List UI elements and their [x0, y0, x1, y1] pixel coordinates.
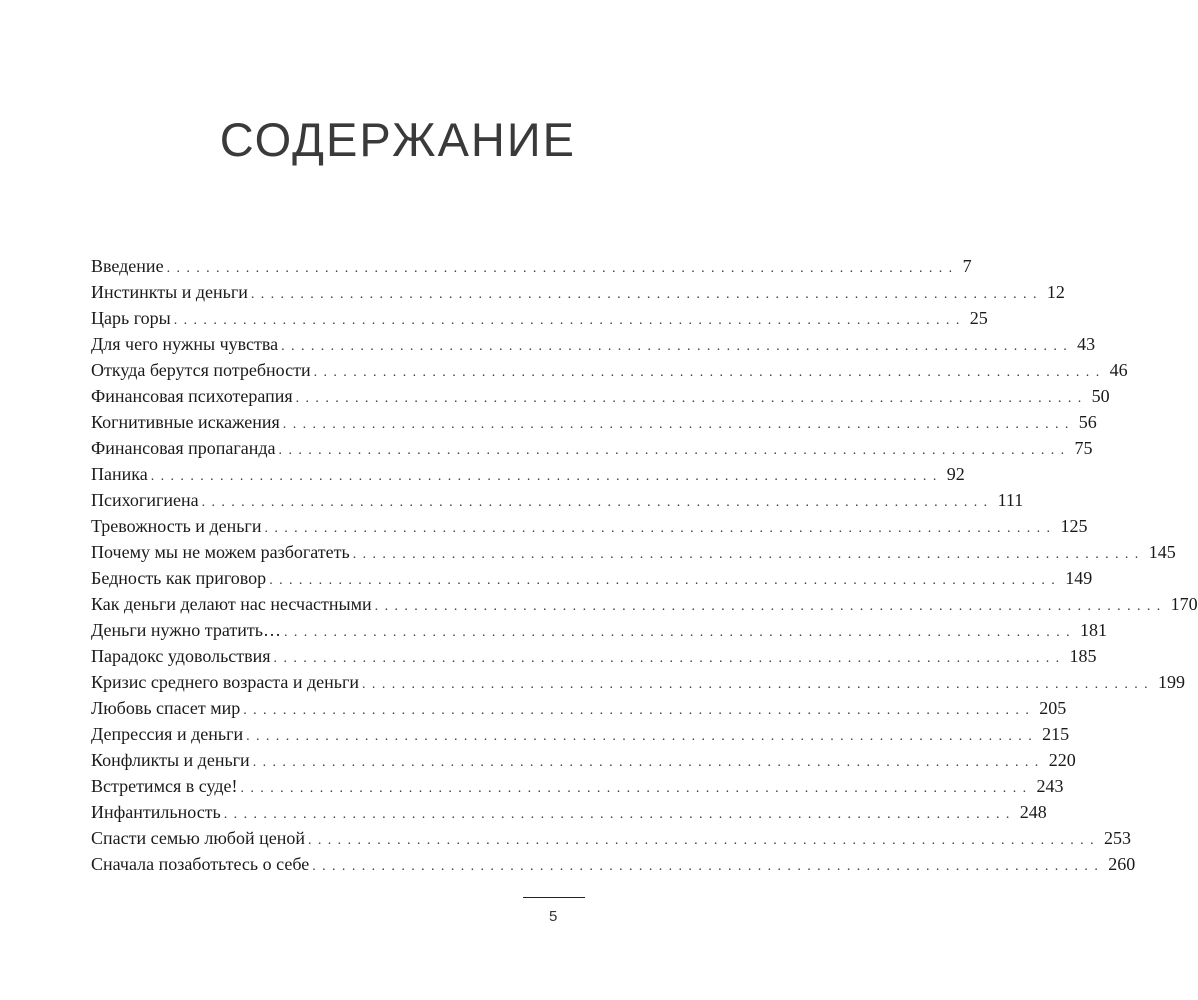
dot-leader: ................................................................................ [201, 495, 994, 510]
toc-entry-label: Паника [91, 464, 148, 484]
dot-leader: ................................................................................ [278, 443, 1071, 458]
dot-leader: ................................................................................ [150, 469, 943, 484]
toc-entry-label: Деньги нужно тратить… [91, 620, 281, 640]
toc-entry [91, 383, 1110, 409]
toc-entry [91, 695, 1067, 721]
dot-leader: ................................................................................ [269, 573, 1062, 588]
dot-leader: ................................................................................ [313, 365, 1106, 380]
dot-leader: ................................................................................ [250, 287, 1043, 302]
toc-entry-label: Кризис среднего возраста и деньги [91, 672, 360, 692]
dot-leader: ................................................................................ [295, 391, 1088, 406]
toc-entry [91, 305, 988, 331]
toc-entry-label: Депрессия и деньги [91, 724, 244, 744]
page-number: 5 [549, 908, 558, 925]
dot-leader: ................................................................................ [352, 547, 1145, 562]
toc-entry [91, 747, 1076, 773]
toc-entry-page: 170 [1170, 594, 1198, 614]
toc-entry [91, 461, 965, 487]
toc-entry-page: 25 [969, 308, 988, 328]
toc-entry-page: 205 [1039, 698, 1067, 718]
toc-entry-page: 46 [1109, 360, 1128, 380]
toc-entry-page: 243 [1036, 776, 1064, 796]
toc-entry-label: Финансовая психотерапия [91, 386, 293, 406]
folio-rule [523, 897, 585, 898]
toc-entry [91, 253, 972, 279]
toc-entry-label: Сначала позаботьтесь о себе [91, 854, 310, 874]
dot-leader: ................................................................................ [282, 417, 1075, 432]
dot-leader: ................................................................................ [307, 833, 1100, 848]
toc-entry-page: 125 [1060, 516, 1088, 536]
toc-entry-page: 149 [1065, 568, 1093, 588]
toc-entry [91, 799, 1047, 825]
dot-leader: ................................................................................ [273, 651, 1066, 666]
dot-leader: ................................................................................ [173, 313, 966, 328]
toc-entry-label: Тревожность и деньги [91, 516, 262, 536]
toc-entry-label: Бедность как приговор [91, 568, 267, 588]
toc-entry-page: 260 [1108, 854, 1136, 874]
toc-entry-label: Инфантильность [91, 802, 221, 822]
toc-entry [91, 539, 1176, 565]
dot-leader: ................................................................................ [264, 521, 1057, 536]
dot-leader: ................................................................................ [240, 781, 1033, 796]
toc-entry-page: 181 [1080, 620, 1107, 640]
toc-entry [91, 409, 1097, 435]
dot-leader: ................................................................................ [243, 703, 1036, 718]
toc-entry-page: 111 [997, 490, 1024, 510]
dot-leader: ................................................................................ [223, 807, 1016, 822]
dot-leader: ................................................................................ [374, 599, 1167, 614]
toc-entry-page: 56 [1078, 412, 1097, 432]
toc-entry [91, 851, 1136, 877]
toc-entry [91, 279, 1065, 305]
toc-entry-page: 12 [1046, 282, 1065, 302]
toc-entry [91, 669, 1186, 695]
toc-entry [91, 487, 1024, 513]
toc-entry-label: Для чего нужны чувства [91, 334, 279, 354]
toc-entry [91, 643, 1097, 669]
toc-entry-page: 92 [946, 464, 965, 484]
dot-leader: ................................................................................ [284, 625, 1076, 640]
toc-entry-page: 75 [1074, 438, 1093, 458]
dot-leader: ................................................................................ [246, 729, 1039, 744]
toc-entry-page: 199 [1158, 672, 1186, 692]
toc-entry [91, 825, 1131, 851]
toc-entry-page: 145 [1148, 542, 1176, 562]
toc-entry-label: Психогигиена [91, 490, 199, 510]
toc-entry-page: 7 [962, 256, 972, 276]
dot-leader: ................................................................................ [312, 859, 1105, 874]
toc-entry-label: Как деньги делают нас несчастными [91, 594, 372, 614]
dot-leader: ................................................................................ [252, 755, 1045, 770]
toc-entry-label: Конфликты и деньги [91, 750, 250, 770]
toc-entry-label: Когнитивные искажения [91, 412, 280, 432]
toc-entry-page: 43 [1077, 334, 1096, 354]
toc-entry-label: Царь горы [91, 308, 171, 328]
toc-entry-label: Спасти семью любой ценой [91, 828, 305, 848]
toc-entry-label: Любовь спасет мир [91, 698, 241, 718]
dot-leader: ................................................................................ [281, 339, 1074, 354]
toc-entry-label: Введение [91, 256, 164, 276]
toc-entry-page: 50 [1091, 386, 1110, 406]
toc-entry [91, 331, 1096, 357]
toc-entry [91, 617, 1107, 643]
toc-entry-label: Парадокс удовольствия [91, 646, 271, 666]
toc-entry [91, 565, 1093, 591]
toc-entry [91, 435, 1093, 461]
dot-leader: ................................................................................ [166, 261, 959, 276]
toc-entry-label: Встретимся в суде! [91, 776, 238, 796]
toc-entry-label: Инстинкты и деньги [91, 282, 248, 302]
toc-entry [91, 591, 1198, 617]
toc-entry [91, 773, 1064, 799]
page-title: СОДЕРЖАНИЕ [219, 113, 576, 166]
toc-entry-page: 220 [1048, 750, 1076, 770]
toc-entry-page: 215 [1042, 724, 1070, 744]
toc-entry-label: Откуда берутся потребности [91, 360, 311, 380]
toc-entry-page: 253 [1103, 828, 1131, 848]
toc-entry [91, 721, 1070, 747]
dot-leader: ................................................................................ [362, 677, 1155, 692]
table-of-contents [91, 253, 1198, 877]
toc-entry-label: Почему мы не можем разбогатеть [91, 542, 350, 562]
toc-entry-label: Финансовая пропаганда [91, 438, 276, 458]
toc-entry-page: 185 [1069, 646, 1097, 666]
toc-entry-page: 248 [1019, 802, 1047, 822]
toc-entry [91, 357, 1128, 383]
toc-entry [91, 513, 1088, 539]
